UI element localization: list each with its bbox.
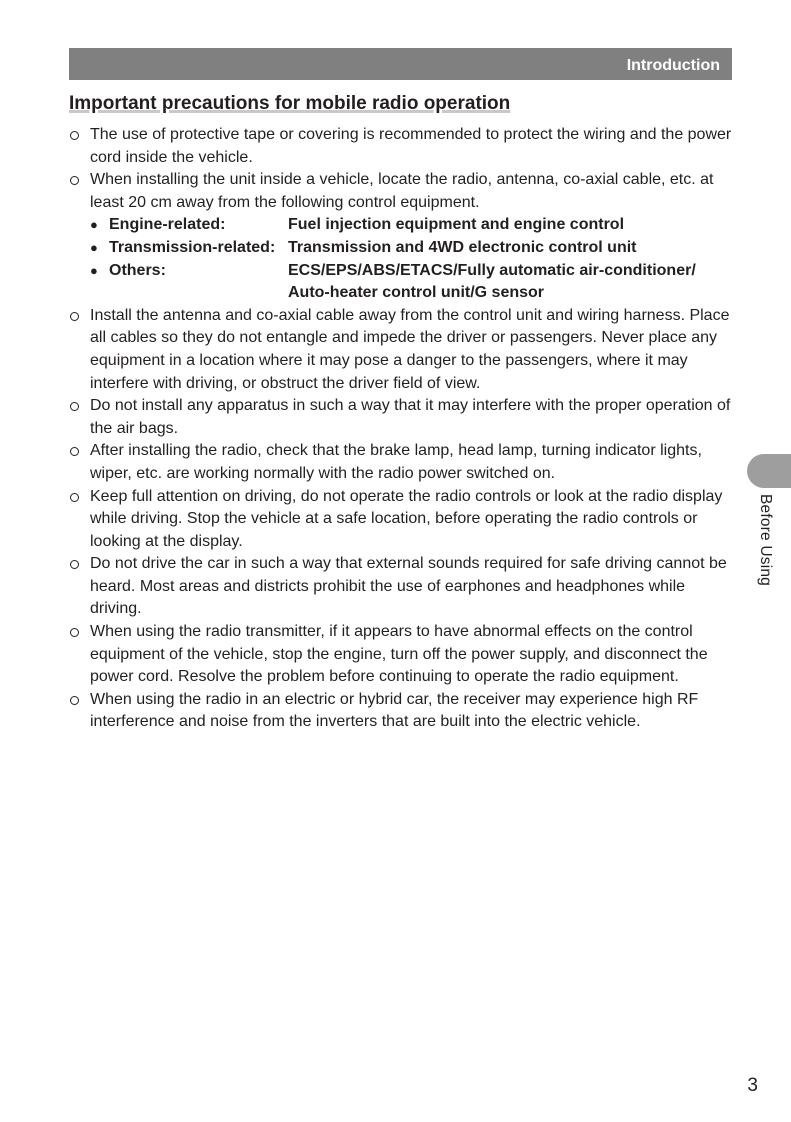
control-equipment-item — [90, 214, 734, 237]
control-equipment-list — [90, 214, 734, 304]
equipment-description: Fuel injection equipment and engine control — [288, 216, 625, 234]
equipment-category: Transmission-related: — [109, 238, 276, 256]
page-number: 3 — [747, 1075, 758, 1096]
equipment-category: Others: — [109, 261, 166, 279]
control-equipment-item — [90, 237, 734, 260]
circle-bullet-icon — [70, 312, 79, 321]
circle-bullet-icon — [70, 447, 79, 456]
precaution-text: Install the antenna and co-axial cable away from the control unit and wiring harness. Place all cables so they do not entangle and impede the driver or passengers. Never place any equipment in a location where it may pose a danger to the passengers, where it may interfere with driving, or obstruct the driver field of view. — [90, 306, 730, 392]
dot-bullet-icon: ● — [90, 262, 98, 278]
section-label: Introduction — [626, 57, 720, 74]
precaution-text: When using the radio in an electric or hybrid car, the receiver may experience high RF interference and noise from the inverters that are built into the electric vehicle. — [90, 690, 699, 731]
precaution-item — [69, 621, 734, 689]
control-equipment-item — [90, 260, 734, 305]
circle-bullet-icon — [70, 696, 79, 705]
precaution-text: The use of protective tape or covering is recommended to protect the wiring and the power cord inside the vehicle. — [90, 126, 732, 166]
precaution-item — [69, 169, 734, 305]
circle-bullet-icon — [70, 131, 79, 140]
precaution-item — [69, 689, 734, 734]
precaution-item — [69, 124, 734, 169]
circle-bullet-icon — [70, 402, 79, 411]
precautions-list — [69, 124, 734, 734]
page-title: Important precautions for mobile radio operation — [69, 93, 511, 114]
section-header-bar — [69, 48, 732, 80]
equipment-description: Transmission and 4WD electronic control unit — [288, 238, 637, 256]
side-tab-label: Before Using — [757, 494, 774, 587]
precaution-text: After installing the radio, check that the brake lamp, head lamp, turning indicator lights, wiper, etc. are working normally with the radio power switched on. — [90, 442, 702, 482]
precaution-text: Keep full attention on driving, do not operate the radio controls or look at the radio display while driving. Stop the vehicle at a safe location, before operating the radio controls or looking at the display. — [90, 487, 723, 550]
precaution-text: When using the radio transmitter, if it appears to have abnormal effects on the control equipment of the vehicle, stop the engine, turn off the power supply, and disconnect the power cord. Resolve the problem before continuing to operate the radio equipment. — [90, 623, 708, 686]
equipment-category: Engine-related: — [109, 216, 226, 234]
circle-bullet-icon — [70, 176, 79, 185]
dot-bullet-icon: ● — [90, 239, 98, 255]
dot-bullet-icon: ● — [90, 217, 98, 233]
precaution-item — [69, 395, 734, 440]
precaution-text: Do not drive the car in such a way that external sounds required for safe driving cannot be heard. Most areas and districts prohibit the use of earphones and headphones while driving. — [90, 555, 727, 618]
precaution-item — [69, 553, 734, 621]
precaution-text: When installing the unit inside a vehicle, locate the radio, antenna, co-axial cable, etc. at least 20 cm away from the following control equipment. — [90, 171, 714, 211]
circle-bullet-icon — [70, 493, 79, 502]
side-tab-marker — [747, 454, 791, 488]
circle-bullet-icon — [70, 628, 79, 637]
equipment-description: ECS/EPS/ABS/ETACS/Fully automatic air-conditioner/ Auto-heater control unit/G sensor — [288, 261, 696, 302]
precaution-item — [69, 305, 734, 395]
circle-bullet-icon — [70, 560, 79, 569]
precaution-text: Do not install any apparatus in such a way that it may interfere with the proper operation of the air bags. — [90, 397, 731, 437]
precaution-item — [69, 486, 734, 554]
precaution-item — [69, 440, 734, 485]
